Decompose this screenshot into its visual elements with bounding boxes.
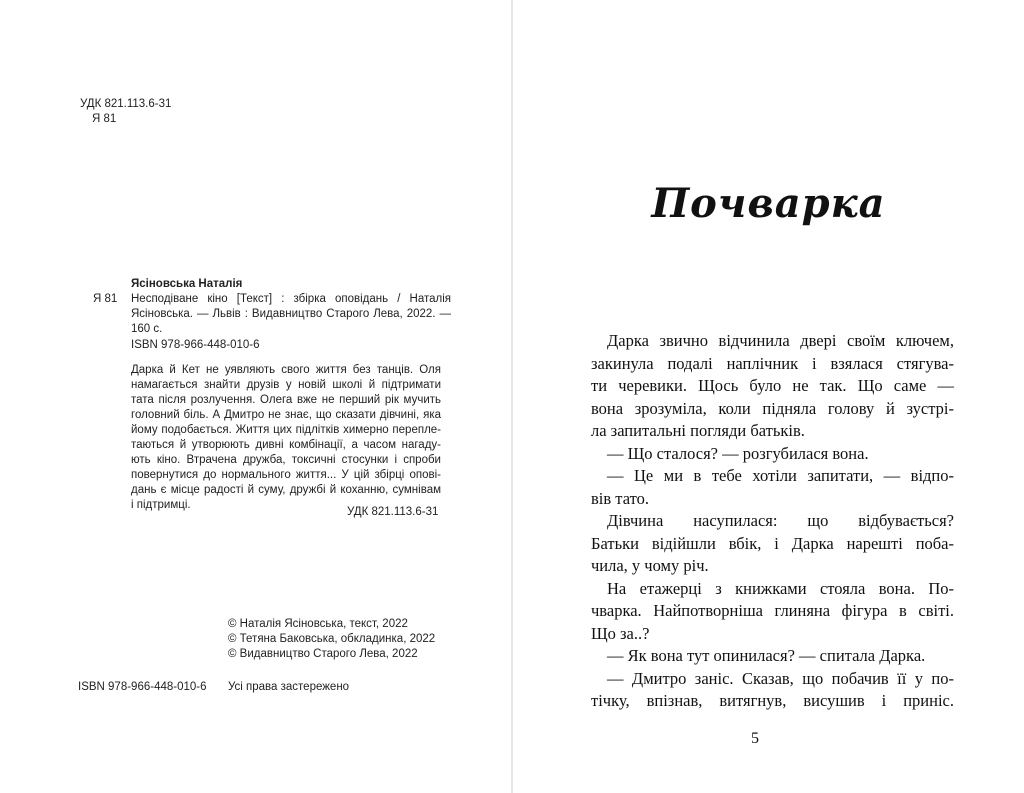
biblio-line: 160 с.	[131, 323, 163, 335]
isbn-mid: ISBN 978-966-448-010-6	[131, 339, 260, 351]
annotation-line: головний біль. А Дмитро не знає, що сказати дівчині, яка	[131, 409, 441, 421]
annotation-line: таються й утворюють дивні комбінації, а часом нагаду-	[131, 439, 441, 451]
text-line: ла запитальні погляди батьків.	[591, 421, 805, 440]
copyright-line: © Видавництво Старого Лева, 2022	[228, 648, 418, 660]
copyright-line: © Наталія Ясіновська, текст, 2022	[228, 618, 408, 630]
biblio-line: Ясіновська. — Львів : Видавництво Старого Лева, 2022. —	[131, 308, 451, 320]
author-name: Ясіновська Наталія	[131, 278, 243, 290]
right-page-story	[513, 0, 1024, 793]
udk-code-mid: УДК 821.113.6-31	[347, 506, 439, 518]
author-index-top: Я 81	[92, 113, 117, 125]
annotation-line: йому подобається. Життя цих підлітків химерно перепле-	[131, 424, 441, 436]
text-line: — Це ми в тебе хотіли запитати, — відпо-	[607, 466, 954, 485]
text-line: ти черевики. Щось було не так. Що саме —	[591, 376, 954, 395]
udk-code-top: УДК 821.113.6-31	[80, 98, 172, 110]
chapter-title: Почварка	[651, 180, 886, 227]
text-line: закинула подалі наплічник і взялася стягува-	[591, 353, 954, 373]
text-line: Дівчина насупилася: що відбувається?	[607, 511, 954, 530]
annotation-line: дань є місце радості й суму, дружбі й коханню, сумнівам	[131, 484, 441, 496]
annotation-line: Дарка й Кет не уявляють свого життя без танців. Оля	[131, 364, 441, 376]
text-line: На етажерці з книжками стояла вона. По-	[607, 578, 954, 598]
rights-reserved: Усі права застережено	[228, 681, 350, 693]
text-line: — Що сталося? — розгубилася вона.	[607, 443, 869, 463]
annotation-line: ють кіно. Втрачена дружба, токсичні стосунки і спроби	[131, 454, 441, 466]
text-line: — Як вона тут опинилася? — спитала Дарка.	[607, 646, 926, 665]
bibliographic-description	[131, 292, 451, 337]
copyright-line: © Тетяна Баковська, обкладинка, 2022	[228, 633, 436, 645]
text-line: чварка. Найпотворніша глиняна фігура в світі.	[591, 601, 954, 620]
annotation-line: і підтримці.	[131, 499, 191, 511]
annotation-line: намагається знайти друзів у новій школі й підтримати	[131, 379, 441, 391]
annotation-line: тата після розлучення. Олега вже не перший рік мучить	[131, 394, 441, 406]
annotation-line: повернутися до нормального життя... У цій збірці опові-	[131, 469, 441, 481]
story-text	[591, 330, 954, 713]
text-line: тічку, впізнав, витягнув, висушив і приніс.	[591, 691, 954, 710]
annotation	[131, 363, 441, 513]
biblio-line: Несподіване кіно [Текст] : збірка оповідань / Наталія	[131, 293, 451, 305]
copyright-block	[228, 617, 435, 662]
text-line: — Дмитро заніс. Сказав, що побачив її у по-	[607, 668, 954, 688]
text-line: Батьки відійшли вбік, і Дарка нарешті поба-	[591, 533, 954, 553]
text-line: вона зрозуміла, коли підняла голову й зустрі-	[591, 398, 954, 418]
text-line: вів тато.	[591, 488, 649, 508]
author-index-mid: Я 81	[93, 293, 118, 305]
text-line: чила, у чому річ.	[591, 556, 709, 575]
left-page-imprint	[0, 0, 511, 793]
text-line: Що за..?	[591, 623, 650, 643]
page-number: 5	[751, 730, 759, 747]
isbn-bottom: ISBN 978-966-448-010-6	[78, 681, 207, 693]
text-line: Дарка звично відчинила двері своїм ключем,	[607, 331, 954, 350]
